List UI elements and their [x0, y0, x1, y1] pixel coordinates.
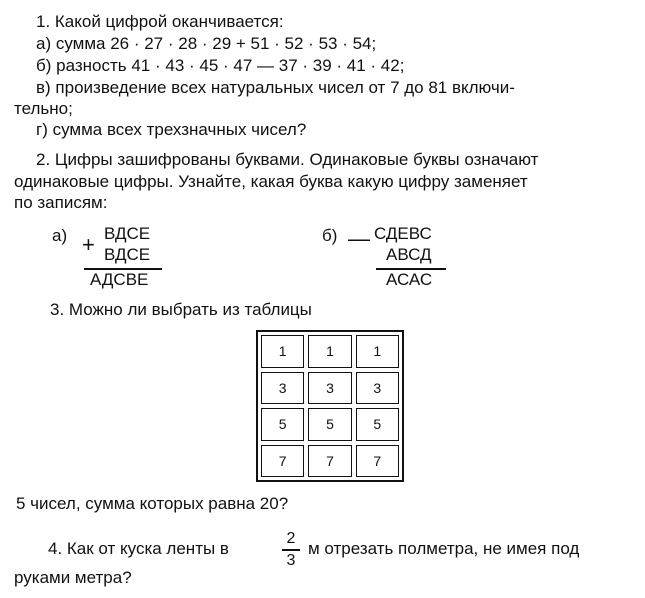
number-table	[256, 330, 404, 482]
problem-3-question: 3. Можно ли выбрать из таблицы	[50, 300, 312, 319]
puzzle-a-top: ВДСЕ	[104, 224, 151, 243]
problem-2-line2: одинаковые цифры. Узнайте, какая буква какую цифру заменяет	[14, 172, 528, 191]
puzzle-a-middle: ВДСЕ	[104, 245, 151, 264]
problem-1-title: 1. Какой цифрой оканчивается:	[36, 12, 284, 31]
table-cell: 3	[261, 372, 304, 405]
puzzle-a-label: а)	[52, 226, 68, 245]
puzzle-b-operator: —	[348, 226, 370, 251]
puzzle-b-result: АСАС	[386, 270, 433, 289]
fraction	[282, 530, 300, 570]
problem-1-a: а) сумма 26 · 27 · 28 · 29 + 51 · 52 · 53 · 54;	[36, 34, 377, 53]
table-cell: 3	[356, 372, 399, 405]
problem-2-line3: по записям:	[14, 193, 108, 212]
table-cell: 1	[308, 335, 351, 368]
table-cell: 1	[261, 335, 304, 368]
table-cell: 5	[308, 408, 351, 441]
problem-1-v-line1: в) произведение всех натуральных чисел от 7 до 81 включи-	[36, 78, 515, 97]
puzzle-a-operator: +	[82, 232, 95, 257]
table-cell: 5	[261, 408, 304, 441]
problem-1-g: г) сумма всех трехзначных чисел?	[36, 120, 307, 139]
table-cell: 3	[308, 372, 351, 405]
fraction-bar	[282, 549, 300, 551]
table-cell: 7	[308, 445, 351, 478]
problem-1-b: б) разность 41 · 43 · 45 · 47 — 37 · 39 · 41 · 42;	[36, 56, 405, 75]
fraction-denominator: 3	[286, 551, 296, 569]
problem-1-v-line2: тельно;	[14, 99, 73, 118]
problem-4-line2: руками метра?	[14, 568, 132, 587]
puzzle-b-label: б)	[322, 226, 338, 245]
puzzle-a-result: АДСВЕ	[90, 270, 149, 289]
puzzle-b-middle: АВСД	[386, 245, 432, 264]
puzzle-b-top: СДЕВС	[374, 224, 432, 243]
problem-4-after: м отрезать полметра, не имея под	[308, 539, 580, 558]
table-cell: 5	[356, 408, 399, 441]
table-cell: 7	[261, 445, 304, 478]
table-cell: 7	[356, 445, 399, 478]
fraction-numerator: 2	[286, 530, 296, 547]
problem-4-before: 4. Как от куска ленты в	[48, 539, 229, 558]
problem-3-after: 5 чисел, сумма которых равна 20?	[16, 494, 289, 513]
problem-2-line1: 2. Цифры зашифрованы буквами. Одинаковые буквы означают	[36, 150, 539, 169]
table-cell: 1	[356, 335, 399, 368]
